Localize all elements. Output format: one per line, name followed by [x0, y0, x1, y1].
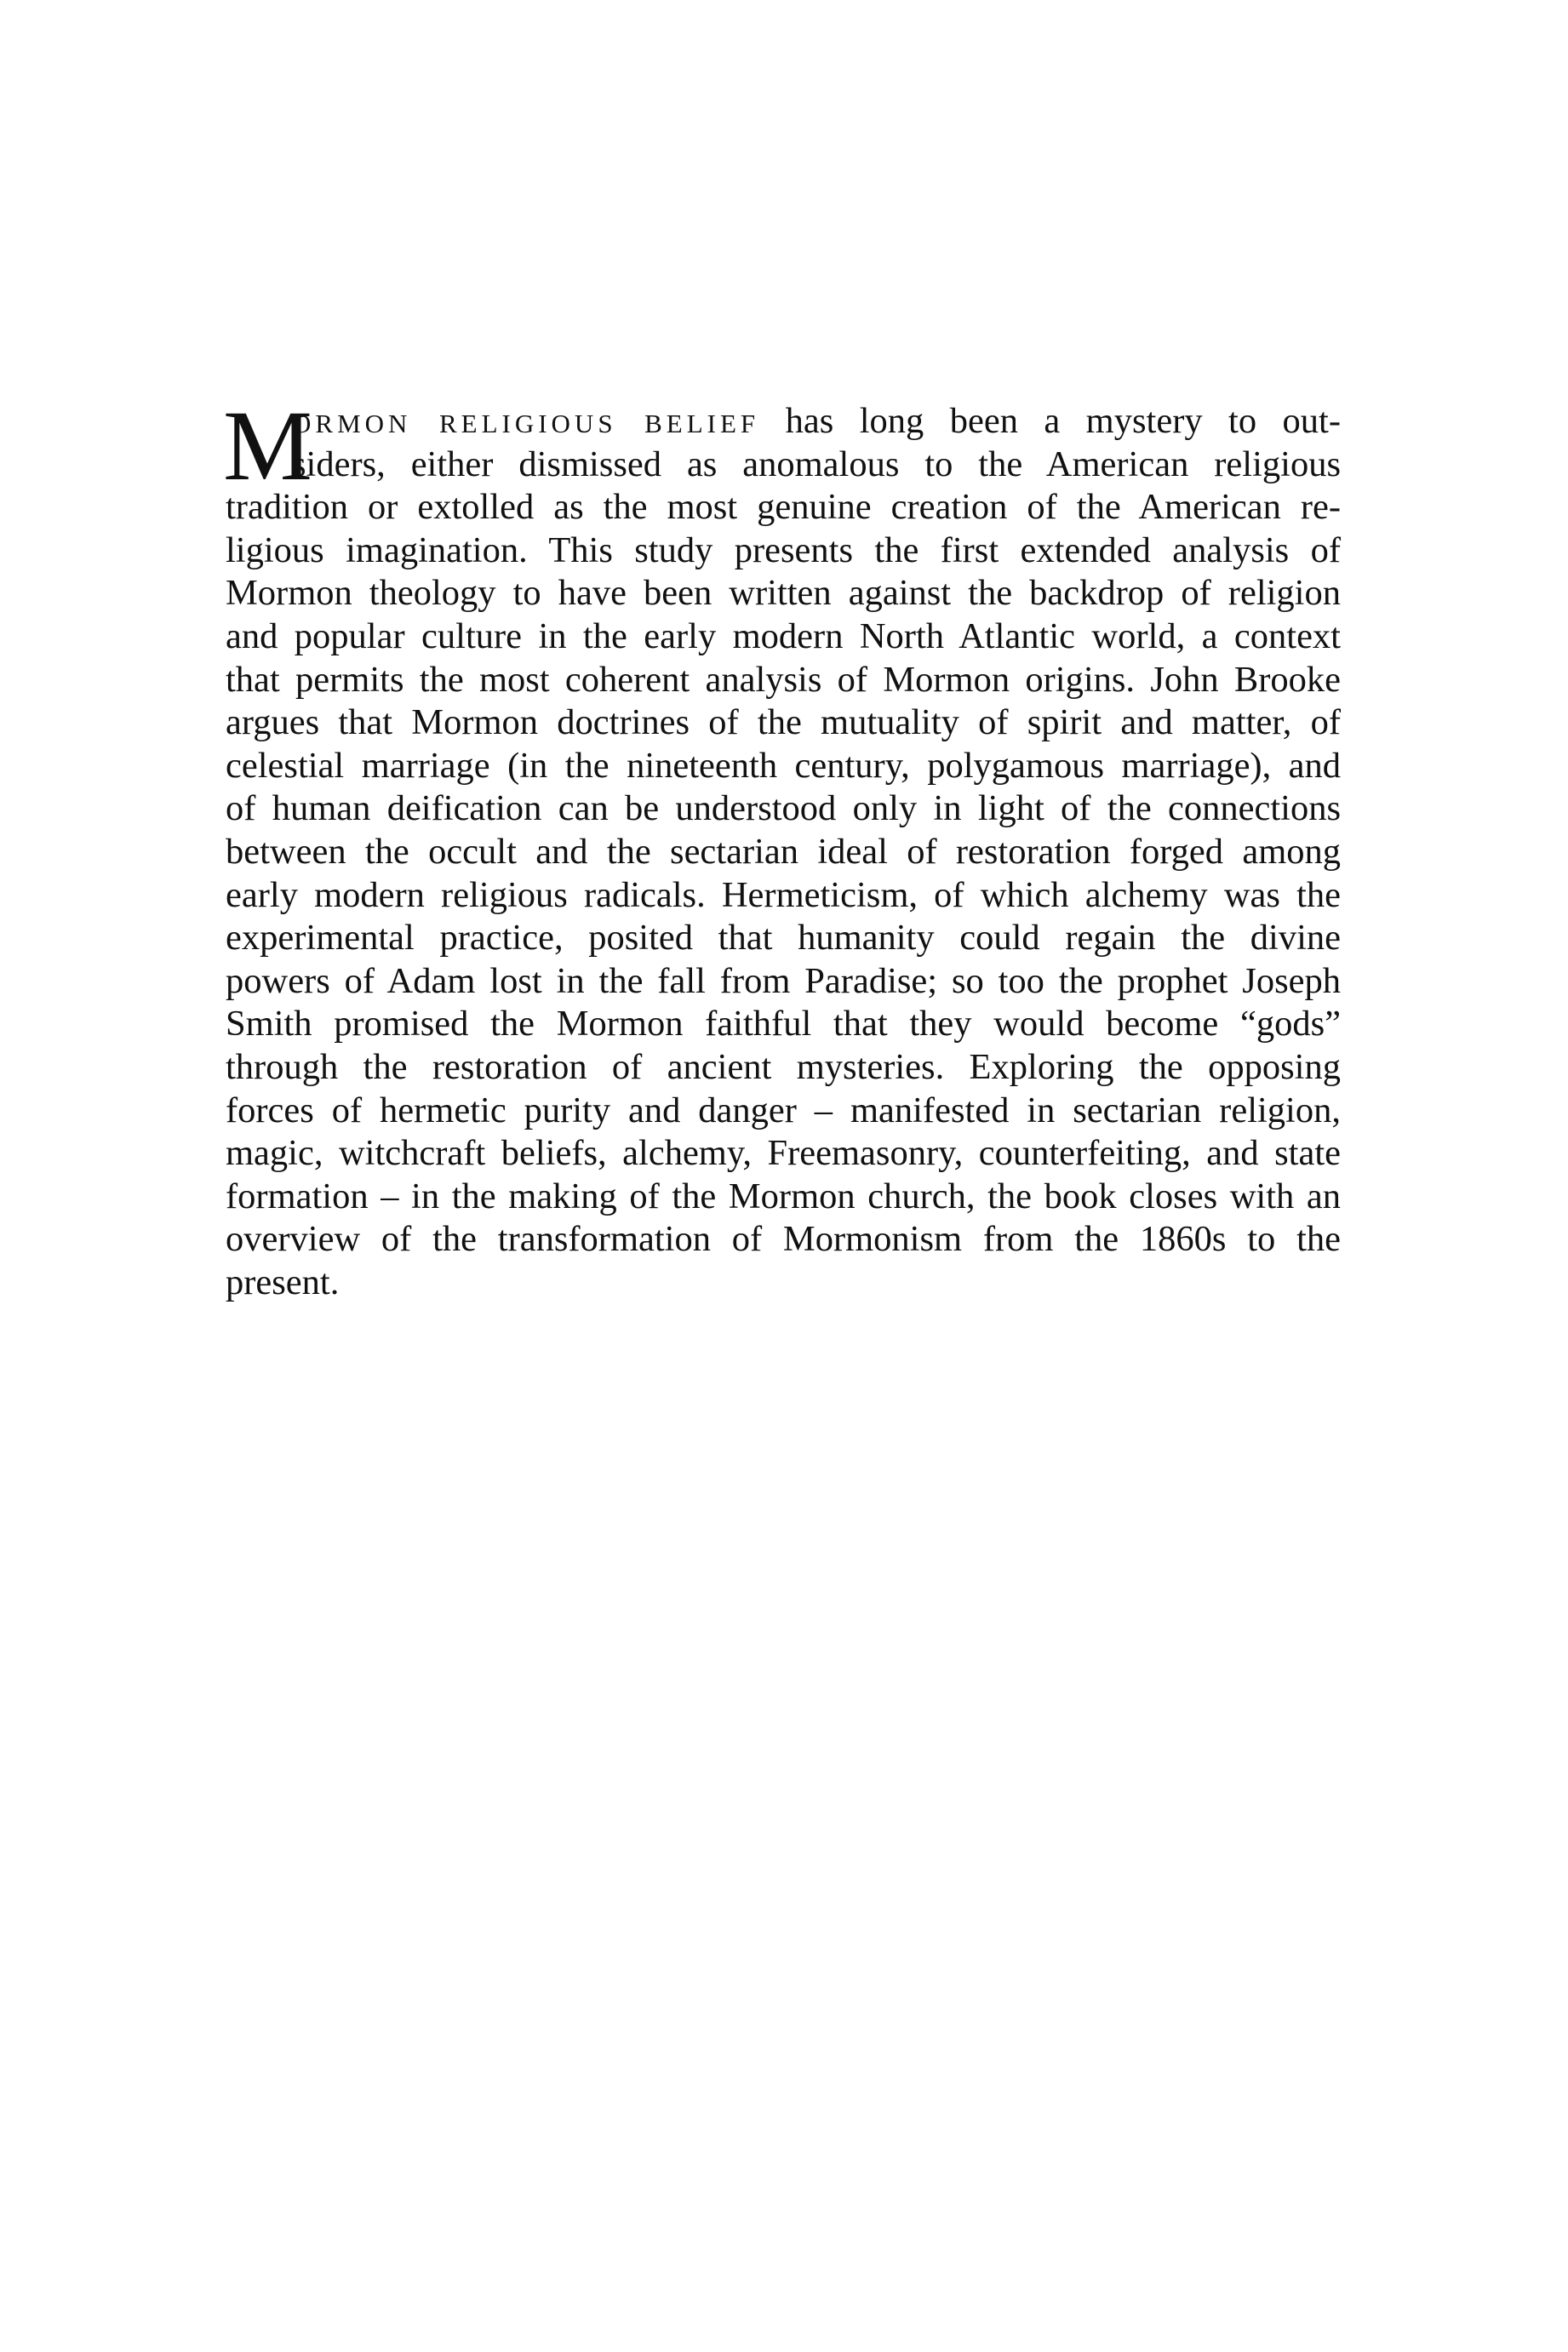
text-line-2: siders, either dismissed as anomalous to the American religious — [292, 444, 1341, 484]
text-line-11: between the occult and the sectarian ideal of restoration forged among — [226, 831, 1341, 872]
text-line-13: experimental practice, posited that humanity could regain the divine — [226, 918, 1341, 959]
text-line-21: present. — [226, 1262, 340, 1302]
text-line-6: and popular culture in the early modern North Atlantic world, a context — [226, 615, 1341, 656]
text-line-14: powers of Adam lost in the fall from Paradise; so too the prophet Joseph — [226, 960, 1341, 1001]
text-line-10: of human deification can be understood only in light of the connections — [226, 788, 1341, 829]
text-line-4: ligious imagination. This study presents the first extended analysis of — [226, 529, 1341, 570]
line-1-text: has long been a mystery to out- — [759, 401, 1341, 441]
text-line-7: that permits the most coherent analysis of Mormon origins. John Brooke — [226, 659, 1341, 700]
text-line-9: celestial marriage (in the nineteenth century, polygamous marriage), and — [226, 745, 1341, 786]
text-line-18: magic, witchcraft beliefs, alchemy, Freemasonry, counterfeiting, and state — [226, 1133, 1341, 1174]
text-line-16: through the restoration of ancient mysteries. Exploring the opposing — [226, 1046, 1341, 1087]
text-line-8: argues that Mormon doctrines of the mutuality of spirit and matter, of — [226, 702, 1341, 743]
book-description-paragraph — [223, 390, 1341, 1304]
text-line-3: tradition or extolled as the most genuine creation of the American re- — [226, 487, 1341, 528]
text-line-19: formation – in the making of the Mormon church, the book closes with an — [226, 1176, 1341, 1216]
text-line-5: Mormon theology to have been written against the backdrop of religion — [226, 573, 1341, 614]
text-line-15: Smith promised the Mormon faithful that they would become “gods” — [226, 1004, 1341, 1044]
text-line-12: early modern religious radicals. Hermeticism, of which alchemy was the — [226, 874, 1341, 915]
text-line-20: overview of the transformation of Mormonism from the 1860s to the — [226, 1219, 1341, 1260]
text-line-17: forces of hermetic purity and danger – manifested in sectarian religion, — [226, 1090, 1341, 1130]
text-line-1 — [226, 400, 1341, 444]
drop-cap-letter: M — [223, 390, 312, 501]
opening-small-caps: ORMON RELIGIOUS BELIEF — [292, 409, 760, 438]
